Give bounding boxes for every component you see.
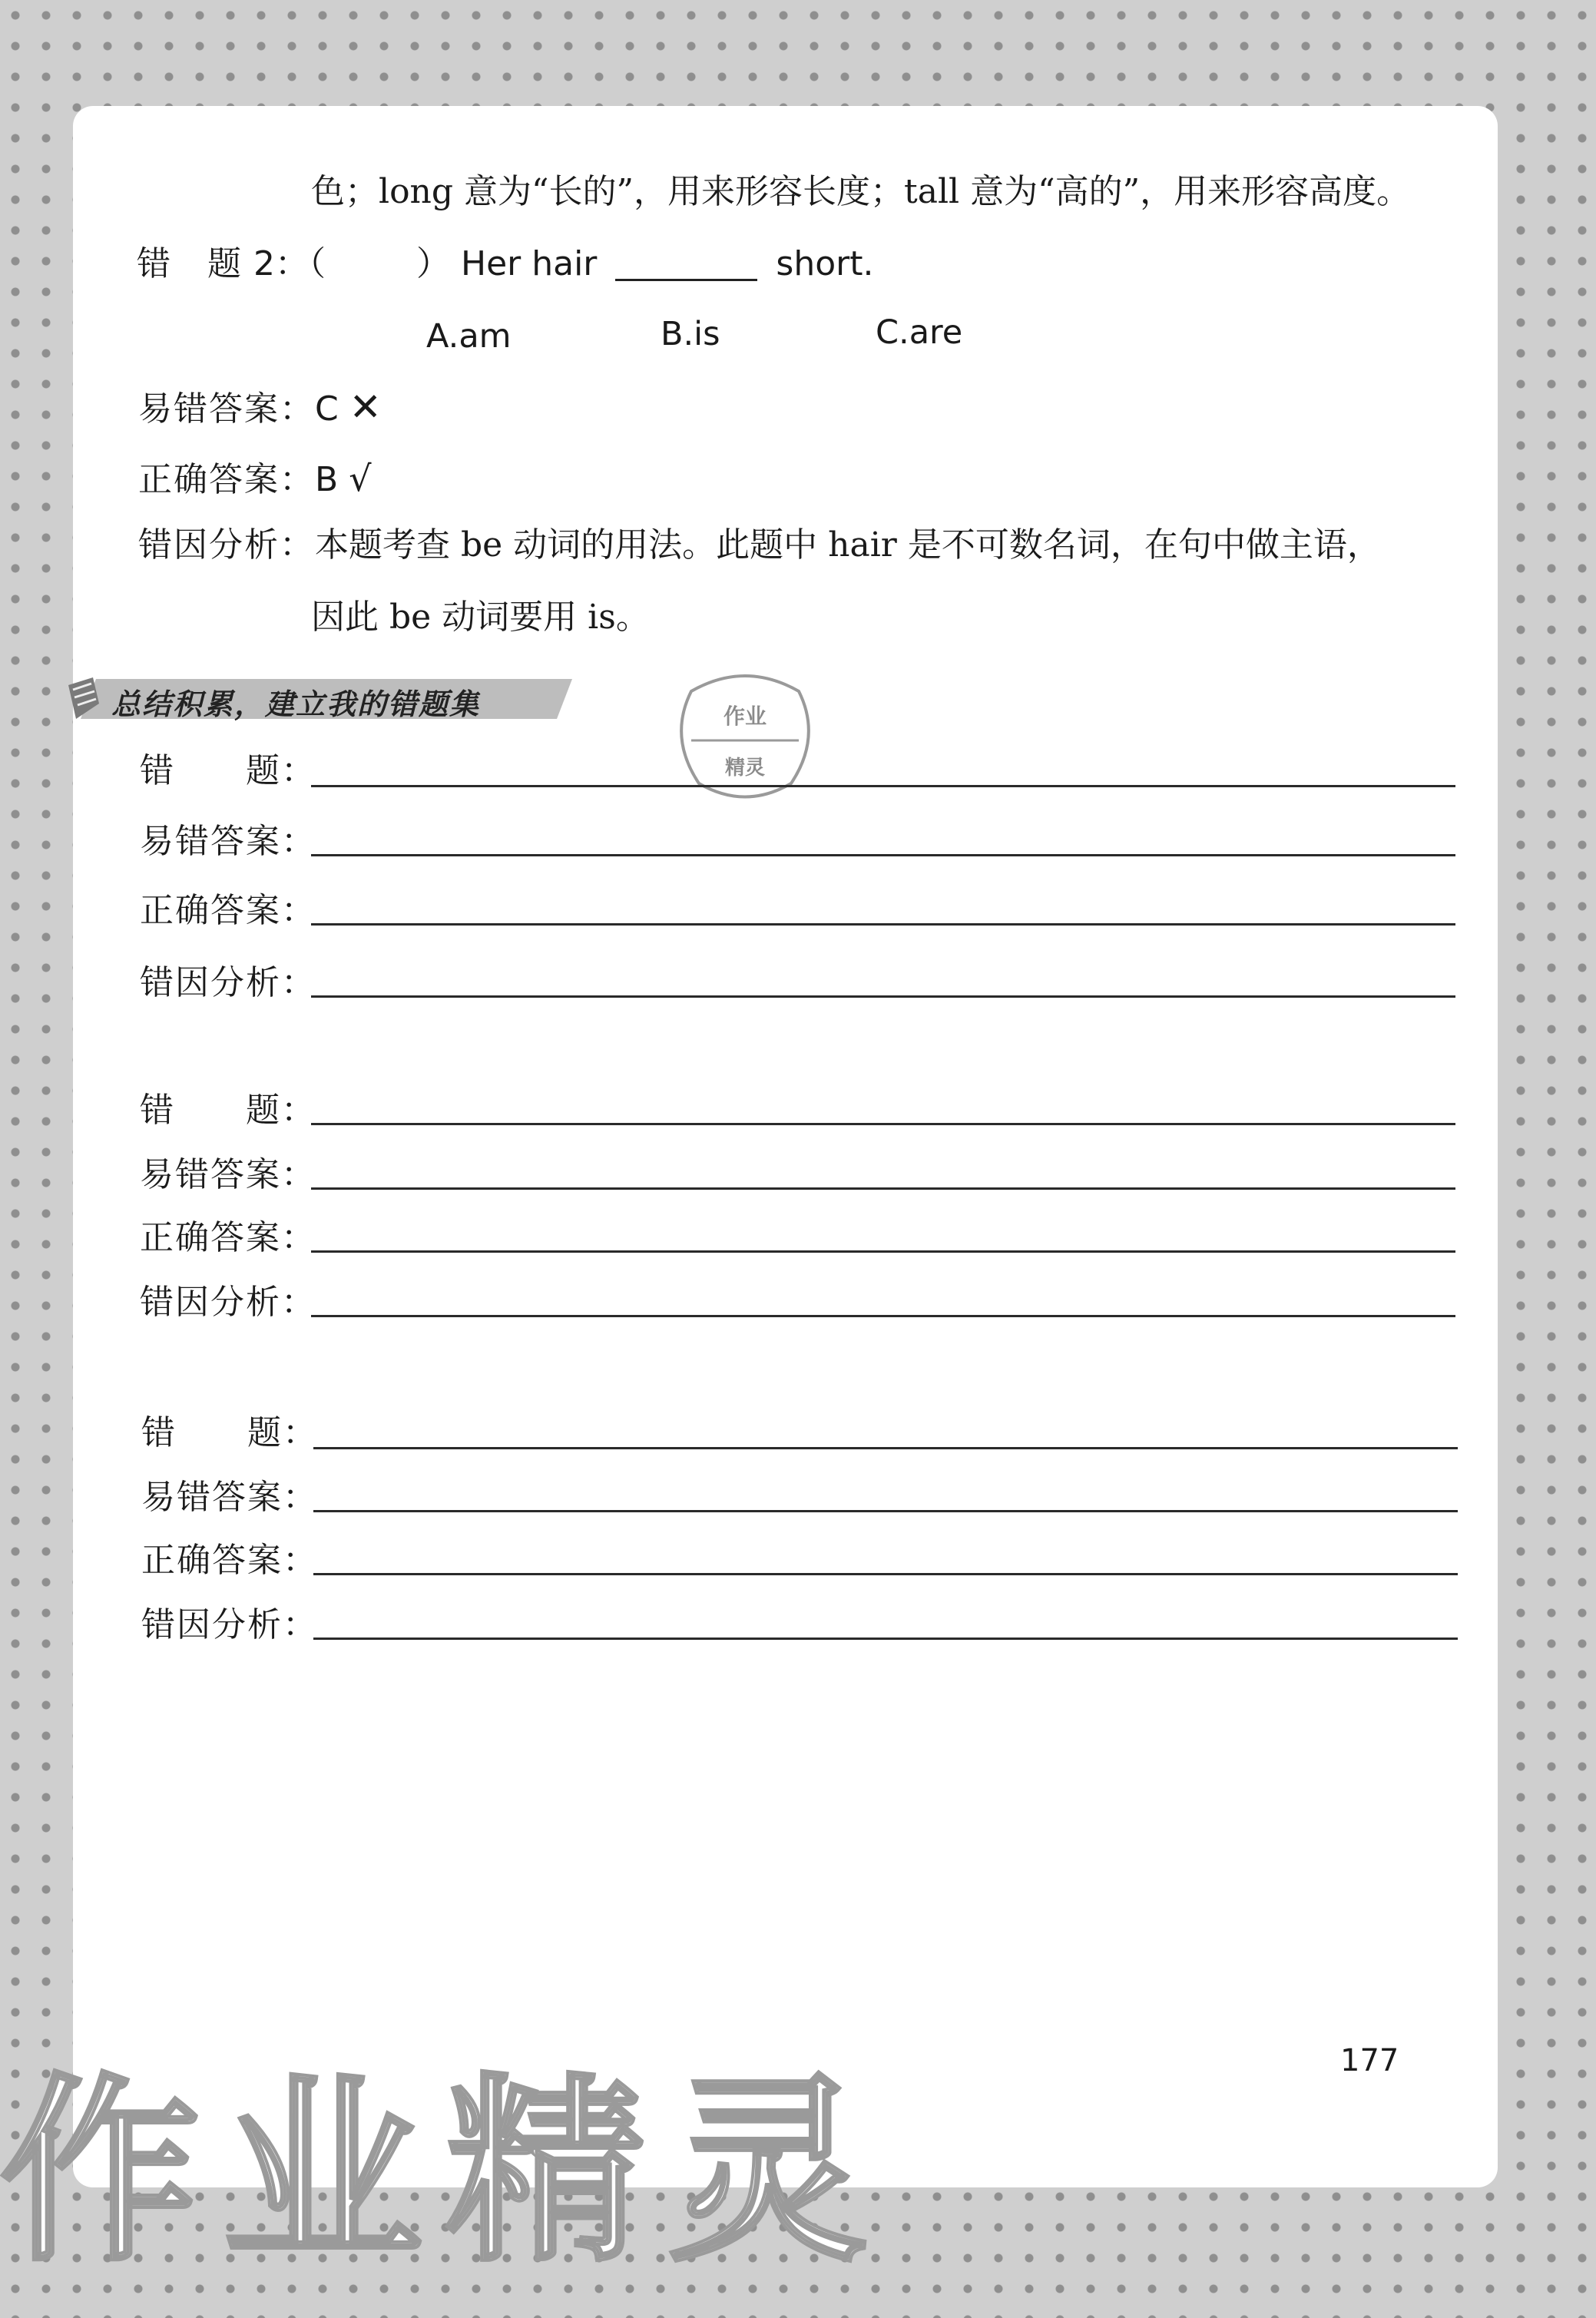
answer-blank: [615, 279, 757, 281]
form2-wrong-line[interactable]: [311, 1187, 1455, 1190]
analysis-text-1: 本题考查 be 动词的用法。此题中 hair 是不可数名词，在句中做主语，: [315, 525, 1381, 565]
form1-question-label: 错 题：: [140, 751, 316, 790]
option-a: A.am: [426, 317, 512, 356]
option-b: B.is: [661, 315, 720, 353]
form2-correct-line[interactable]: [311, 1250, 1455, 1253]
form2-analysis-label: 错因分析：: [140, 1283, 316, 1322]
form1-correct-line[interactable]: [311, 923, 1455, 926]
form3-question-line[interactable]: [313, 1447, 1458, 1449]
form3-wrong-line[interactable]: [313, 1510, 1458, 1512]
question-label: 错 题: [137, 244, 243, 283]
svg-text:作业: 作业: [723, 704, 767, 729]
correct-answer-label: 正确答案：: [138, 460, 315, 499]
question-close-paren: ）: [416, 244, 450, 283]
svg-text:精灵: 精灵: [724, 757, 766, 780]
form2-question-line[interactable]: [311, 1123, 1455, 1125]
intro-line: 色；long 意为“长的”，用来形容长度；tall 意为“高的”，用来形容高度。: [311, 172, 1411, 211]
form1-correct-label: 正确答案：: [140, 891, 316, 930]
banner-title: 总结积累，建立我的错题集: [111, 687, 481, 721]
form3-correct-label: 正确答案：: [141, 1541, 318, 1580]
correct-answer-value: B: [315, 460, 339, 499]
form3-wrong-label: 易错答案：: [141, 1478, 318, 1517]
form1-analysis-label: 错因分析：: [140, 963, 316, 1002]
form2-analysis-line[interactable]: [311, 1315, 1455, 1317]
form1-wrong-label: 易错答案：: [140, 822, 316, 861]
cross-mark-icon: ✕: [349, 385, 382, 429]
form3-analysis-line[interactable]: [313, 1638, 1458, 1640]
check-mark-icon: √: [349, 458, 372, 499]
form1-wrong-line[interactable]: [311, 854, 1455, 856]
form1-question-line[interactable]: [311, 785, 1455, 787]
question-number: 2：（: [253, 244, 326, 283]
form2-wrong-label: 易错答案：: [140, 1155, 316, 1194]
question-line: [137, 244, 874, 283]
wrong-answer-label: 易错答案：: [138, 389, 315, 429]
option-c: C.are: [876, 313, 963, 352]
form3-analysis-label: 错因分析：: [141, 1605, 318, 1644]
wrong-answer-value: C: [315, 389, 339, 429]
analysis-label: 错因分析：: [138, 525, 315, 565]
correct-answer-line: [138, 458, 372, 499]
form1-analysis-line[interactable]: [311, 995, 1455, 998]
wrong-answer-line: [138, 385, 382, 429]
page-number: 177: [1340, 2043, 1399, 2078]
question-stem-after: short.: [776, 244, 874, 283]
form2-question-label: 错 题：: [140, 1091, 316, 1130]
form3-correct-line[interactable]: [313, 1573, 1458, 1575]
form2-correct-label: 正确答案：: [140, 1218, 316, 1257]
section-banner: [65, 674, 572, 722]
analysis-line-1: [138, 525, 1381, 565]
analysis-text-2: 因此 be 动词要用 is。: [311, 598, 650, 637]
form3-question-label: 错 题：: [141, 1413, 318, 1452]
watermark: 作业精灵: [0, 2057, 891, 2289]
question-stem-before: Her hair: [461, 244, 598, 283]
